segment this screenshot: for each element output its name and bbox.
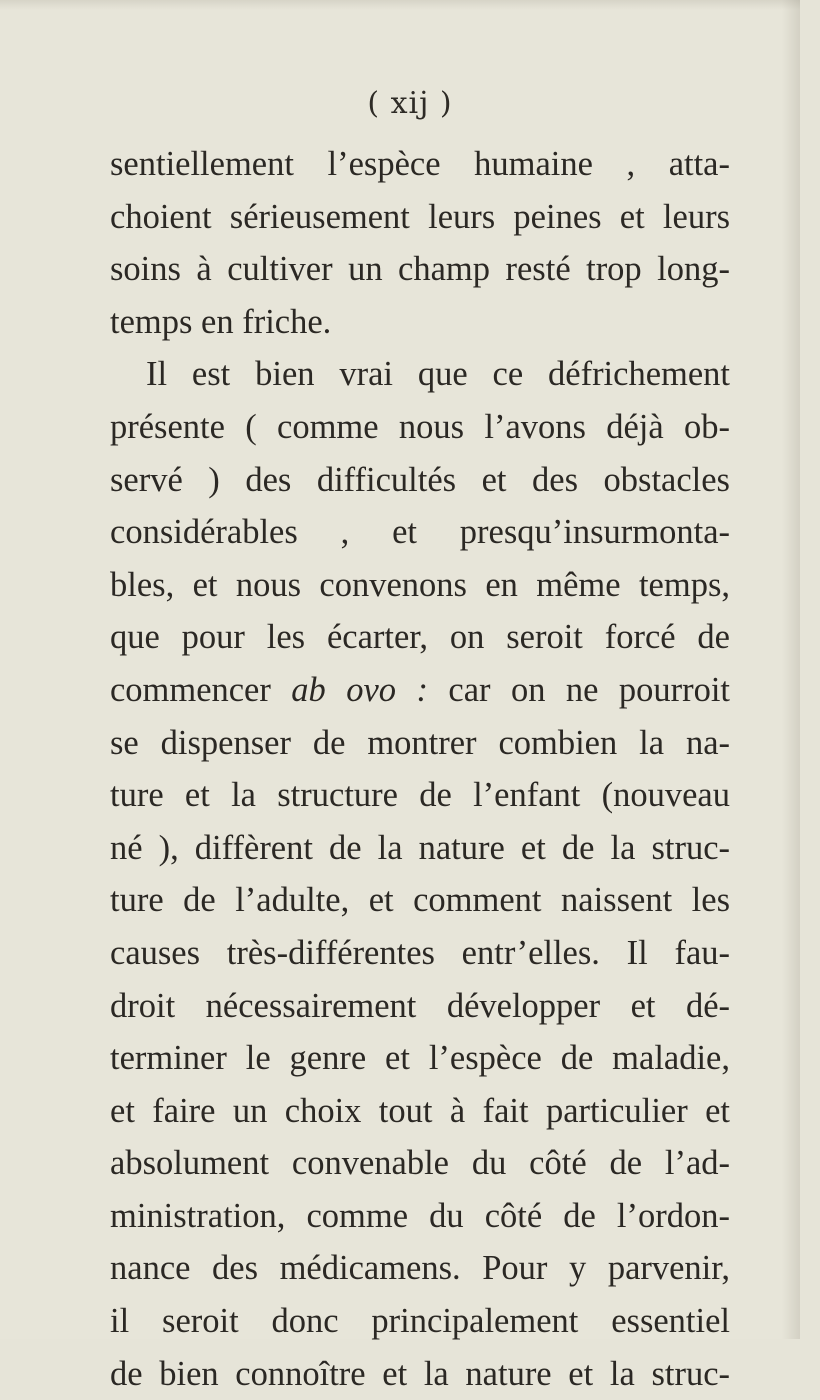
text-line — [110, 927, 730, 980]
italic-phrase: ab ovo : — [291, 670, 428, 709]
text-segment: Il est bien vrai que ce défrichement — [146, 355, 730, 394]
page-top-shadow — [0, 0, 800, 10]
text-line — [110, 1085, 730, 1138]
text-segment: sentiellement l’espèce humaine , atta- — [110, 145, 730, 183]
text-segment: soins à cultiver un champ resté trop long- — [110, 250, 730, 289]
text-segment: considérables , et presqu’insurmonta- — [110, 513, 730, 552]
text-segment: ture et la structure de l’enfant (nouveau — [110, 776, 730, 815]
text-segment: présente ( comme nous l’avons déjà ob- — [110, 407, 730, 446]
text-line — [110, 822, 730, 875]
text-line — [110, 769, 730, 822]
text-line — [110, 243, 730, 296]
text-segment: ture de l’adulte, et comment naissent les — [110, 881, 730, 920]
text-segment: bles, et nous convenons en même temps, — [110, 565, 730, 604]
text-line — [110, 664, 730, 717]
page-edge-shadow — [782, 0, 800, 1339]
text-segment: de bien connoître et la nature et la struc- — [110, 1354, 730, 1393]
page-number: ( xij ) — [367, 86, 453, 121]
text-line — [110, 1242, 730, 1295]
text-line — [110, 980, 730, 1033]
text-segment: il seroit donc principalement essentiel — [110, 1302, 730, 1341]
body-text — [110, 138, 730, 1400]
text-line — [110, 874, 730, 927]
text-segment: causes très-différentes entr’elles. Il fau- — [110, 933, 730, 972]
text-segment: choient sérieusement leurs peines et leurs — [110, 197, 730, 236]
text-line — [110, 1190, 730, 1243]
text-segment: ministration, comme du côté de l’ordon- — [110, 1196, 730, 1235]
text-segment: et faire un choix tout à fait particulier et — [110, 1091, 730, 1130]
text-segment: commencer — [110, 670, 292, 709]
text-segment: se dispenser de montrer combien la na- — [110, 723, 730, 762]
text-segment: car on ne pourroit — [427, 670, 730, 709]
text-segment: né ), diffèrent de la nature et de la struc- — [110, 828, 730, 867]
text-line — [110, 191, 730, 244]
text-segment: absolument convenable du côté de l’ad- — [110, 1144, 730, 1183]
text-segment: servé ) des difficultés et des obstacles — [110, 460, 730, 499]
text-line — [110, 559, 730, 612]
text-line — [110, 1348, 730, 1400]
text-line — [110, 348, 730, 401]
text-line — [110, 1137, 730, 1190]
text-line — [110, 611, 730, 664]
text-line — [110, 1295, 730, 1348]
text-segment: temps en friche. — [110, 302, 332, 341]
text-line — [110, 138, 730, 191]
text-line — [110, 296, 730, 349]
text-segment: que pour les écarter, on seroit forcé de — [110, 618, 730, 657]
text-line — [110, 717, 730, 770]
text-line — [110, 454, 730, 507]
text-segment: nance des médicamens. Pour y parvenir, — [110, 1249, 730, 1288]
text-line — [110, 1032, 730, 1085]
text-line — [110, 506, 730, 559]
text-line — [110, 401, 730, 454]
text-segment: droit nécessairement développer et dé- — [110, 986, 730, 1025]
text-segment: terminer le genre et l’espèce de maladie, — [110, 1039, 730, 1078]
